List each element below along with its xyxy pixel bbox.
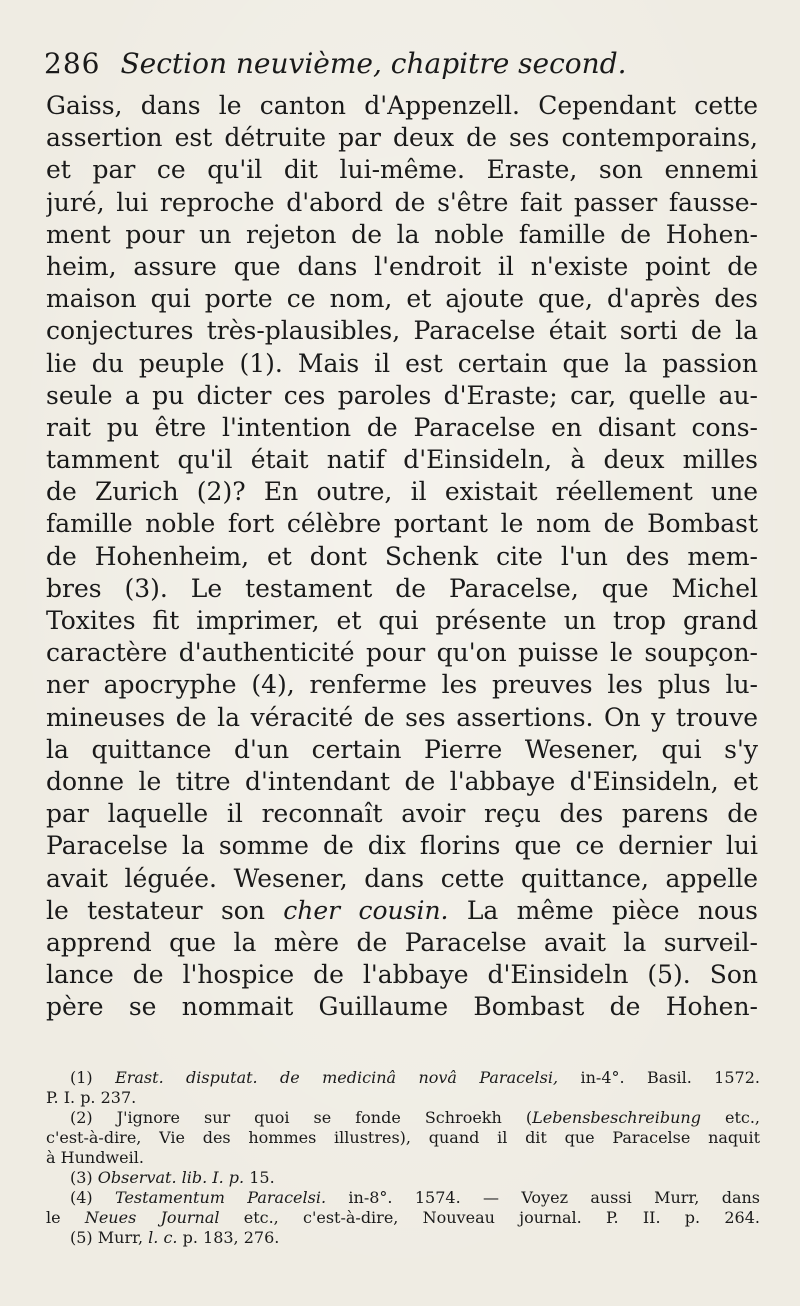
footnote-text: in-8°. 1574. — Voyez aussi Murr, dans: [348, 1188, 760, 1207]
text-line: avait léguée. Wesener, dans cette quittance, appelle: [46, 863, 758, 893]
footnote-text: le: [46, 1208, 85, 1227]
footnote-marker: (3): [70, 1168, 93, 1187]
text-line: lie du peuple (1). Mais il est certain que la passion: [46, 348, 758, 378]
footnote-4: [46, 1188, 760, 1208]
footnote-5: [46, 1228, 760, 1248]
text-line: la quittance d'un certain Pierre Wesener, qui s'y: [46, 734, 758, 764]
text-line: conjectures très-plausibles, Paracelse était sorti de la: [46, 316, 758, 346]
text-line: mineuses de la véracité de ses assertions. On y trouve: [46, 702, 758, 732]
footnote-2: [46, 1108, 760, 1128]
footnote-4-cont: [46, 1208, 760, 1228]
text-line: apprend que la mère de Paracelse avait la surveil-: [46, 927, 758, 957]
text-line: Toxites fit imprimer, et qui présente un trop grand: [46, 606, 758, 635]
text-line-with-italic: [46, 895, 758, 927]
footnote-marker: (2): [70, 1108, 93, 1127]
page-header: [44, 44, 764, 84]
footnote-text: etc.,: [724, 1108, 760, 1127]
text-line: assertion est détruite par deux de ses contemporains,: [46, 123, 758, 153]
text-line: ner apocryphe (4), renferme les preuves les plus lu-: [46, 670, 758, 700]
text-line: bres (3). Le testament de Paracelse, que Michel: [46, 573, 758, 603]
text-line: seule a pu dicter ces paroles d'Eraste; car, quelle au-: [46, 380, 758, 410]
footnotes: [46, 1068, 760, 1248]
footnote-marker: (4): [70, 1188, 93, 1207]
text-line: et par ce qu'il dit lui-même. Eraste, son ennemi: [46, 155, 758, 185]
text-line: ment pour un rejeton de la noble famille de Hohen-: [46, 219, 758, 249]
text-line: rait pu être l'intention de Paracelse en disant cons-: [46, 412, 758, 442]
footnote-text: in-4°. Basil. 1572.: [580, 1068, 760, 1087]
text-line: maison qui porte ce nom, et ajoute que, d'après des: [46, 284, 758, 314]
text-line: Paracelse la somme de dix florins que ce dernier lui: [46, 831, 758, 861]
body-text: [46, 90, 758, 1023]
footnote-marker: (5): [70, 1228, 93, 1247]
text-line: de Hohenheim, et dont Schenk cite l'un des mem-: [46, 541, 758, 571]
text-segment: le testateur son: [46, 895, 284, 925]
footnote-marker: (1): [70, 1068, 93, 1087]
footnote-text: Murr,: [97, 1228, 149, 1247]
italic-phrase: cher cousin.: [283, 895, 449, 925]
text-line: par laquelle il reconnaît avoir reçu des parens de: [46, 799, 758, 829]
footnote-text: J'ignore sur quoi se fonde Schroekh (: [116, 1108, 533, 1127]
footnote-3: [46, 1168, 760, 1188]
footnote-citation: l. c.: [148, 1228, 178, 1247]
footnote-1: [46, 1068, 760, 1088]
footnote-1-cont: P. I. p. 237.: [46, 1088, 137, 1107]
footnote-citation: Lebensbeschreibung: [532, 1108, 701, 1127]
text-line: lance de l'hospice de l'abbaye d'Einsideln (5). Son: [46, 960, 758, 990]
text-line: Gaiss, dans le canton d'Appenzell. Cependant cette: [46, 91, 758, 120]
footnote-citation: Observat. lib. I. p.: [97, 1168, 245, 1187]
footnote-text: etc., c'est-à-dire, Nouveau journal. P. II. p. 264.: [219, 1208, 760, 1227]
text-line: juré, lui reproche d'abord de s'être fait passer fausse-: [46, 187, 758, 217]
text-segment: La même pièce nous: [448, 895, 758, 925]
footnote-citation: Neues Journal: [84, 1208, 220, 1227]
text-line: famille noble fort célèbre portant le nom de Bombast: [46, 509, 758, 539]
footnote-text: p. 183, 276.: [177, 1228, 280, 1247]
footnote-text: 15.: [249, 1168, 275, 1187]
page-number: 286: [44, 47, 101, 80]
text-line: de Zurich (2)? En outre, il existait réellement une: [46, 477, 758, 507]
text-line: donne le titre d'intendant de l'abbaye d'Einsideln, et: [46, 766, 758, 796]
footnote-citation: Testamentum Paracelsi.: [115, 1188, 327, 1207]
text-line: caractère d'authenticité pour qu'on puisse le soupçon-: [46, 638, 758, 668]
text-line: tamment qu'il était natif d'Einsideln, à deux milles: [46, 445, 758, 475]
footnote-2-cont: c'est-à-dire, Vie des hommes illustres), quand il dit que Paracelse naquit: [46, 1128, 760, 1147]
footnote-citation: Erast. disputat. de medicinâ novâ Paracelsi,: [115, 1068, 559, 1087]
running-title: Section neuvième, chapitre second.: [120, 47, 627, 80]
footnote-2-cont: à Hundweil.: [46, 1148, 144, 1167]
text-line: heim, assure que dans l'endroit il n'existe point de: [46, 251, 758, 281]
text-line: père se nommait Guillaume Bombast de Hohen-: [46, 992, 758, 1022]
